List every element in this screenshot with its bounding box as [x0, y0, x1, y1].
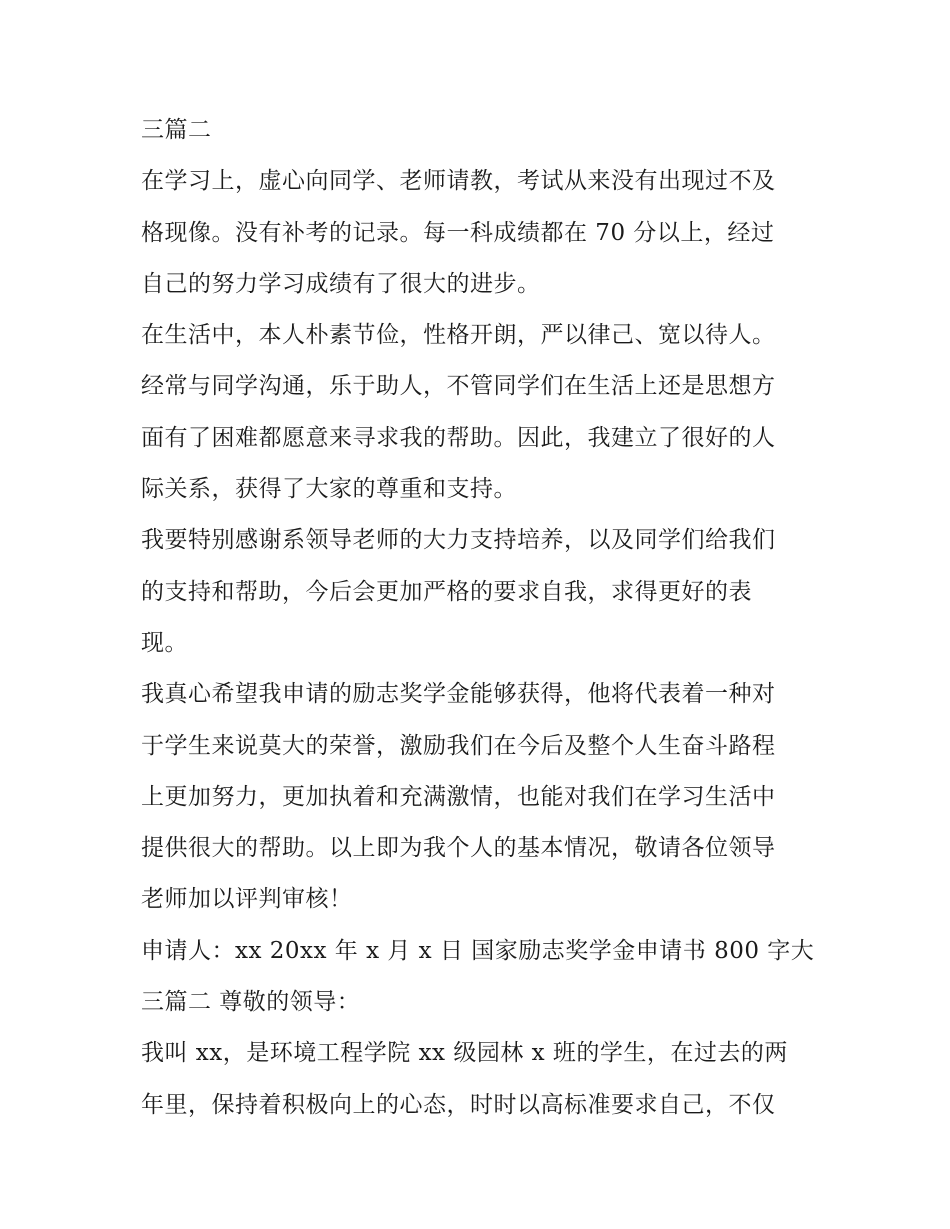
signature-line: 申请人：xx 20xx 年 x 月 x 日 国家励志奖学金申请书 800 字大 [141, 937, 815, 964]
document-body [141, 108, 821, 1134]
paragraph-line: 我真心希望我申请的励志奖学金能够获得，他将代表着一种对 [141, 681, 776, 708]
paragraph-line: 在学习上，虚心向同学、老师请教，考试从来没有出现过不及 [141, 168, 776, 195]
paragraph-line: 面有了困难都愿意来寻求我的帮助。因此，我建立了很好的人 [141, 424, 776, 451]
paragraph-line: 际关系，获得了大家的尊重和支持。 [141, 476, 517, 503]
paragraph-line: 自己的努力学习成绩有了很大的进步。 [141, 270, 541, 297]
paragraph-line: 上更加努力，更加执着和充满激情，也能对我们在学习生活中 [141, 783, 776, 810]
paragraph-line: 提供很大的帮助。以上即为我个人的基本情况，敬请各位领导 [141, 835, 776, 862]
paragraph-line: 于学生来说莫大的荣誉，激励我们在今后及整个人生奋斗路程 [141, 732, 776, 759]
paragraph-line: 格现像。没有补考的记录。每一科成绩都在 70 分以上，经过 [141, 219, 775, 246]
paragraph-line: 我叫 xx，是环境工程学院 xx 级园林 x 班的学生，在过去的两 [141, 1040, 788, 1067]
paragraph-line: 现。 [141, 629, 188, 656]
paragraph-line: 经常与同学沟通，乐于助人，不管同学们在生活上还是思想方 [141, 373, 776, 400]
paragraph-line: 我要特别感谢系领导老师的大力支持培养，以及同学们给我们 [141, 527, 776, 554]
paragraph-line: 年里，保持着积极向上的心态，时时以高标准要求自己，不仅 [141, 1091, 776, 1118]
paragraph-line: 的支持和帮助，今后会更加严格的要求自我，求得更好的表 [141, 578, 752, 605]
section-heading: 三篇二 [141, 117, 212, 143]
paragraph-line: 老师加以评判审核！ [141, 886, 353, 913]
paragraph-line: 在生活中，本人朴素节俭，性格开朗，严以律己、宽以待人。 [141, 322, 776, 349]
salutation-line: 三篇二 尊敬的领导： [141, 989, 361, 1016]
